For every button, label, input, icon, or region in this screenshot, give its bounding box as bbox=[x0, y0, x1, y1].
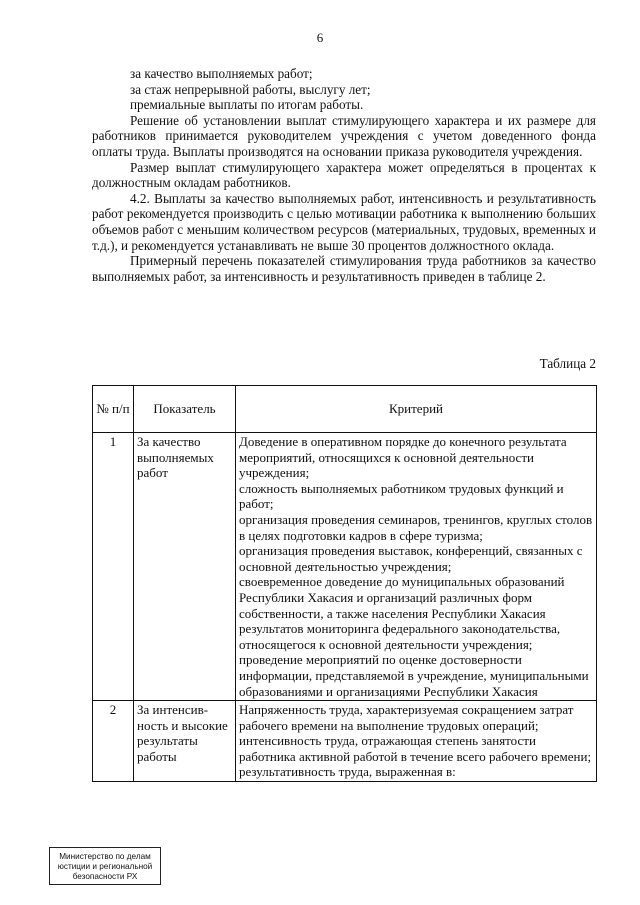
table-row bbox=[93, 433, 597, 701]
stamp-line: Министерство по делам bbox=[59, 852, 151, 861]
criterion-item: Доведение в оперативном порядке до конечного результата мероприятий, относящихся к основной деятельности учреждения; bbox=[239, 434, 567, 481]
criterion-item: сложность выполняемых работником трудовых функций и работ; bbox=[239, 480, 564, 512]
row-num: 2 bbox=[93, 701, 134, 782]
stamp-line: юстиции и региональной bbox=[57, 862, 153, 871]
row-indicator: За качество выполняемых работ bbox=[134, 433, 236, 701]
ministry-stamp bbox=[49, 847, 161, 885]
header-num: № п/п bbox=[93, 386, 134, 433]
criterion-item: организация проведения выставок, конференций, связанных с основной деятельностью учреждения; bbox=[239, 543, 583, 574]
paragraph-decision: Решение об установлении выплат стимулирующего характера и их размере для работников принимается руководителем учреждения с учетом доведенного фонда оплаты труда. Выплаты производятся на основании приказа руководителя учреждения. bbox=[92, 112, 596, 159]
criterion-item: интенсивность труда, отражающая степень занятости работника активной работой в течение всего рабочего времени; bbox=[239, 733, 592, 764]
criteria-table bbox=[92, 385, 597, 782]
row-num: 1 bbox=[93, 433, 134, 701]
header-indicator: Показатель bbox=[134, 386, 236, 433]
criterion-item: результативность труда, выраженная в: bbox=[239, 764, 456, 780]
paragraph-indicators: Примерный перечень показателей стимулирования труда работников за качество выполняемых работ, за интенсивность и результативность приведен в таблице 2. bbox=[92, 253, 596, 284]
table-caption: Таблица 2 bbox=[539, 356, 596, 371]
criterion-item: проведение мероприятий по оценке достоверности информации, представляемой в учреждение, муниципальными образованиями и организациями Республики Хакасия bbox=[239, 652, 589, 699]
header-criterion: Критерий bbox=[236, 386, 597, 433]
table-header-row bbox=[93, 386, 597, 433]
document-body bbox=[92, 66, 596, 284]
list-item: за качество выполняемых работ; bbox=[130, 66, 313, 81]
row-criteria bbox=[236, 701, 597, 782]
list-item: за стаж непрерывной работы, выслугу лет; bbox=[130, 81, 371, 97]
list-item: премиальные выплаты по итогам работы. bbox=[130, 97, 364, 113]
criterion-item: организация проведения семинаров, тренингов, круглых столов в целях подготовки кадров в сфере туризма; bbox=[239, 511, 593, 543]
criterion-item: Напряженность труда, характеризуемая сокращением затрат рабочего времени на выполнение трудовых операций; bbox=[239, 702, 574, 733]
criterion-item: своевременное доведение до муниципальных образований Республики Хакасия и организаций различных форм собственности, а также населения Республики Хакасия результатов мониторинга федерального законодательства, относящегося к основной деятельности учреждения; bbox=[239, 574, 565, 652]
stamp-line: безопасности РХ bbox=[72, 872, 138, 881]
row-criteria bbox=[236, 433, 597, 701]
page-number: 6 bbox=[316, 30, 324, 45]
row-indicator: За интенсив-ность и высокие результаты работы bbox=[134, 701, 236, 782]
table-row bbox=[93, 701, 597, 782]
paragraph-4-2: 4.2. Выплаты за качество выполняемых работ, интенсивность и результативность работ рекомендуется производить с целью мотивации работника к выполнению больших объемов работ с меньшим количеством ресурсов (материальных, трудовых, временных и т.д.), и рекомендуется устанавливать не выше 30 процентов должностного оклада. bbox=[92, 190, 596, 253]
paragraph-size: Размер выплат стимулирующего характера может определяться в процентах к должностным окладам работников. bbox=[92, 159, 596, 191]
